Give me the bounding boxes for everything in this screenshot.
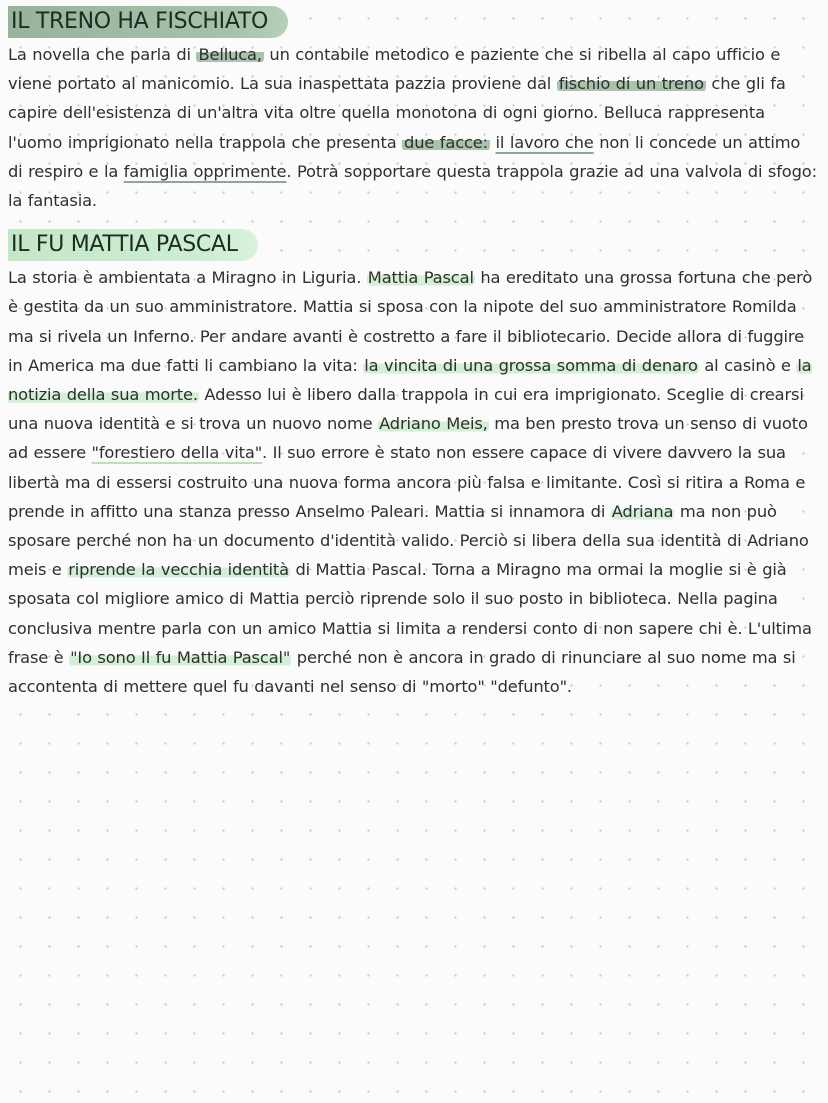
highlighted-phrase: Adriana <box>611 501 674 521</box>
section-treno-ha-fischiato <box>8 6 820 215</box>
highlighted-phrase: riprende la vecchia identità <box>68 560 289 580</box>
section-body <box>8 263 820 701</box>
text-run: di Mattia Pascal. Torna a Miragno ma ormai la moglie si è già sposata col migliore amico di Mattia perciò riprende solo il suo posto in biblioteca. Nella pagina conclusiva mentre parla con un amico Mattia si limita a rendersi conto di non sapere chi è. L'ultima frase è <box>8 560 812 667</box>
section-body <box>8 40 820 215</box>
text-run: La novella che parla di <box>8 45 197 64</box>
text-run: perché non è ancora in grado di rinunciare al suo nome ma si accontenta di mettere quel fu davanti nel senso di "morto" "defunto". <box>8 647 796 697</box>
text-run: ma ben presto trova un senso di vuoto ad essere <box>8 414 808 463</box>
text-run: al casinò e <box>698 355 797 375</box>
highlighted-phrase: "Io sono Il fu Mattia Pascal" <box>70 647 291 667</box>
section-title: IL TRENO HA FISCHIATO <box>8 6 288 38</box>
highlighted-phrase: famiglia opprimente <box>123 161 287 181</box>
text-run: . Potrà sopportare questa trappola grazie ad una valvola di sfogo: la fantasia. <box>8 161 817 211</box>
text-run: Adesso lui è libero dalla trappola in cui era imprigionato. Sceglie di crearsi una nuova identità e si trova un nuovo nome <box>8 385 804 434</box>
highlighted-phrase: fischio di un treno <box>558 74 704 94</box>
text-run: non li concede un attimo di respiro e la <box>8 132 801 181</box>
highlighted-phrase: due facce: <box>404 132 489 152</box>
section-fu-mattia-pascal <box>8 229 820 701</box>
highlighted-phrase: Mattia Pascal <box>367 268 474 288</box>
highlighted-phrase: la vincita di una grossa somma di denaro <box>364 355 698 375</box>
text-run: La storia è ambientata a Miragno in Liguria. <box>8 268 367 288</box>
text-run: ha ereditato una grossa fortuna che però è gestita da un suo amministratore. Mattia si sposa con la nipote del suo amministratore Romilda ma si rivela un Inferno. Per andare avanti è costretto a fare il bibliotecario. Decide allora di fuggire in America ma due fatti li cambiano la vita: <box>8 268 813 375</box>
highlighted-phrase: Belluca, <box>198 45 262 64</box>
highlighted-phrase: "forestiero della vita" <box>91 443 263 463</box>
section-title: IL FU MATTIA PASCAL <box>8 229 258 261</box>
text-run: ma non può sposare perché non ha un documento d'identità valido. Perciò si libera della sua identità di Adriano meis e <box>8 501 809 580</box>
text-run: che gli fa capire dell'esistenza di un'altra vita oltre quella monotona di ogni giorno. Belluca rappresenta l'uomo imprigionato nella trappola che presenta <box>8 74 786 152</box>
highlighted-phrase: il lavoro che <box>495 132 594 152</box>
text-run: . Il suo errore è stato non essere capace di vivere davvero la sua libertà ma di essersi costruito una nuova forma ancora più falsa e limitante. Così si ritira a Roma e prende in affitto una stanza presso Anselmo Paleari. Mattia si innamora di <box>8 443 806 521</box>
highlighted-phrase: la notizia della sua morte. <box>8 355 812 405</box>
text-run: un contabile metodico e paziente che si ribella al capo ufficio e viene portato al manicomio. La sua inaspettata pazzia proviene dal <box>8 45 781 94</box>
highlighted-phrase: Adriano Meis, <box>379 414 488 434</box>
